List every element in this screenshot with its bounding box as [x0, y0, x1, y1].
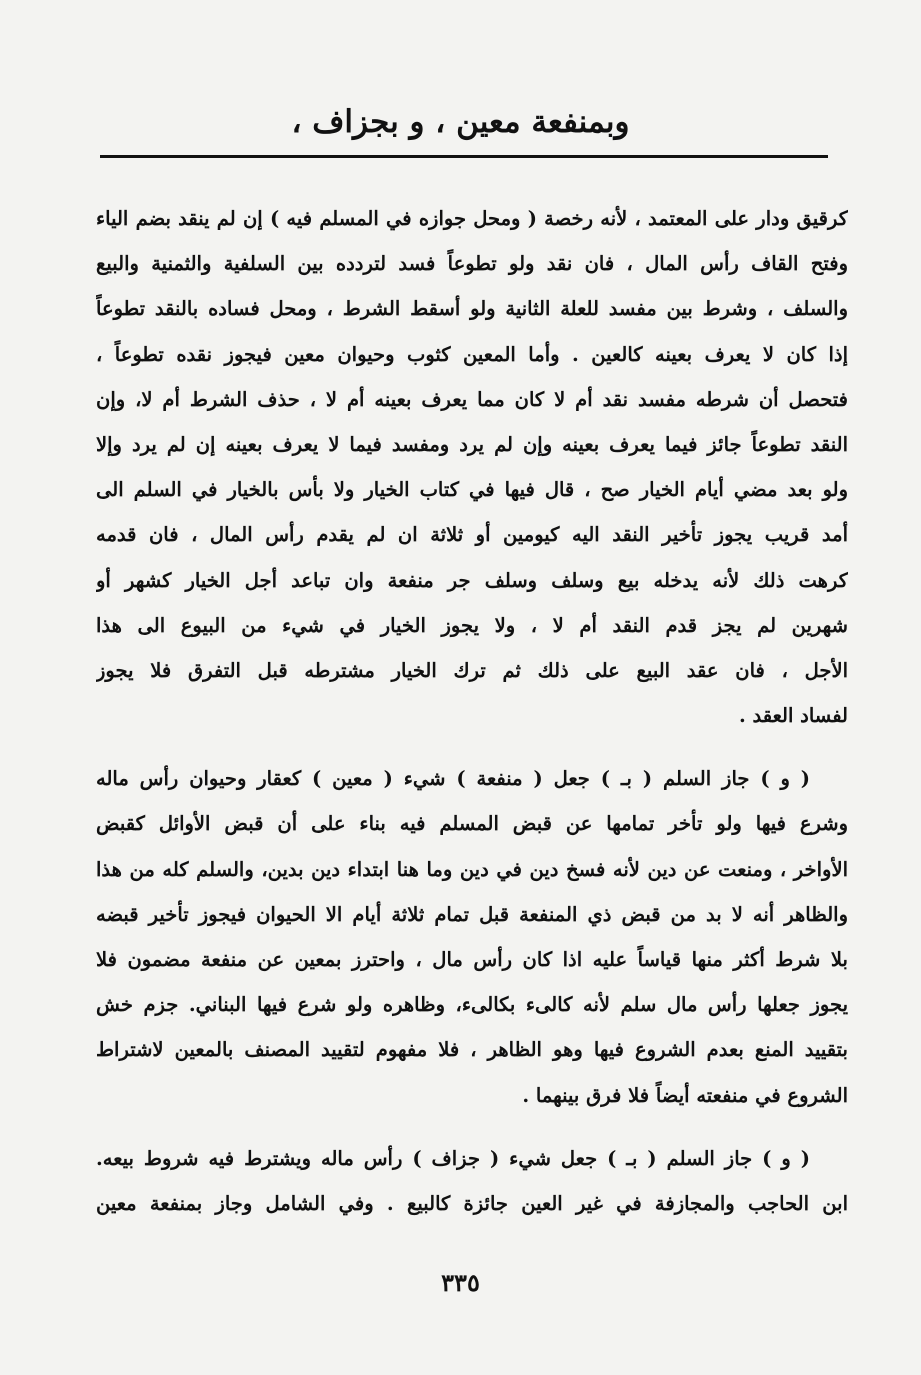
text-line: وفتح القاف رأس المال ، فان نقد ولو تطوعاً فسد لتردده بين السلفية والثمنية والبيع — [96, 252, 848, 276]
text-line: وشرع فيها ولو تأخر تمامها عن قبض المسلم فيه بناء على أن قبض الأوائل كقبض — [96, 812, 848, 836]
text-line: ( و ) جاز السلم ( بـ ) جعل ( منفعة ) شيء ( معين ) كعقار وحيوان رأس ماله — [96, 767, 810, 791]
text-line: ابن الحاجب والمجازفة في غير العين جائزة كالبيع . وفي الشامل وجاز بمنفعة معين — [96, 1191, 848, 1215]
running-header: وبمنفعة معين ، و بجزاف ، — [291, 104, 630, 140]
paragraph-3 — [96, 1136, 848, 1226]
text-line: إذا كان لا يعرف بعينه كالعين . وأما المعين كثوب وحيوان معين فيجوز نقده تطوعاً ، — [96, 342, 848, 366]
text-line: كرقيق ودار على المعتمد ، لأنه رخصة ( ومحل جوازه في المسلم فيه ) إن لم ينقد بضم الياء — [96, 207, 848, 230]
text-line: الأواخر ، ومنعت عن دين لأنه فسخ دين في دين وما هنا ابتداء دين بدين، والسلم كله من هذا — [96, 857, 848, 881]
text-line: أمد قريب يجوز تأخير النقد اليه كيومين أو ثلاثة ان لم يقدم رأس المال ، فان قدمه — [96, 523, 848, 547]
header-rule — [100, 155, 828, 158]
text-line: كرهت ذلك لأنه يدخله بيع وسلف وسلف جر منفعة وان تباعد أجل الخيار كشهر أو — [96, 568, 848, 592]
text-line: فتحصل أن شرطه مفسد نقد أم لا كان مما يعرف بعينه أم لا ، حذف الشرط أم لا، وإن — [96, 387, 848, 411]
text-line: الأجل ، فان عقد البيع على ذلك ثم ترك الخيار مشترطه قبل التفرق فلا يجوز — [96, 658, 848, 682]
text-line: والسلف ، وشرط بين مفسد للعلة الثانية ولو أسقط الشرط ، ومحل فساده بالنقد تطوعاً — [96, 297, 848, 321]
body-text — [96, 196, 848, 1226]
text-line: يجوز جعلها رأس مال سلم لأنه كالىء بكالىء، وظاهره ولو شرع فيها البناني. جزم خش — [96, 993, 848, 1017]
paragraph-2 — [96, 756, 848, 1118]
text-line: شهرين لم يجز قدم النقد أم لا ، ولا يجوز الخيار في شيء من البيوع الى هذا — [96, 613, 848, 637]
text-line: الشروع في منفعته أيضاً فلا فرق بينهما . — [522, 1083, 848, 1107]
text-line: النقد تطوعاً جائز فيما يعرف بعينه وإن لم يرد ومفسد فيما لا يعرف بعينه إن لم يرد وإلا — [96, 432, 848, 456]
page-number: ٣٣٥ — [441, 1268, 480, 1297]
text-line: لفساد العقد . — [738, 704, 848, 728]
text-line: بلا شرط أكثر منها قياساً عليه اذا كان رأس مال ، واحترز بمعين عن منفعة مضمون فلا — [96, 948, 848, 971]
paragraph-1 — [96, 196, 848, 738]
text-line: ( و ) جاز السلم ( بـ ) جعل شيء ( جزاف ) رأس ماله ويشترط فيه شروط بيعه. — [96, 1146, 810, 1170]
text-line: بتقييد المنع بعدم الشروع فيها وهو الظاهر ، فلا مفهوم لتقييد المصنف بالمعين لاشتراط — [96, 1038, 848, 1062]
text-line: والظاهر أنه لا بد من قبض ذي المنفعة قبل تمام ثلاثة أيام الا الحيوان فيجوز تأخير قبضه — [96, 902, 848, 926]
text-line: ولو بعد مضي أيام الخيار صح ، قال فيها في كتاب الخيار ولا بأس بالخيار في السلم الى — [96, 478, 848, 502]
